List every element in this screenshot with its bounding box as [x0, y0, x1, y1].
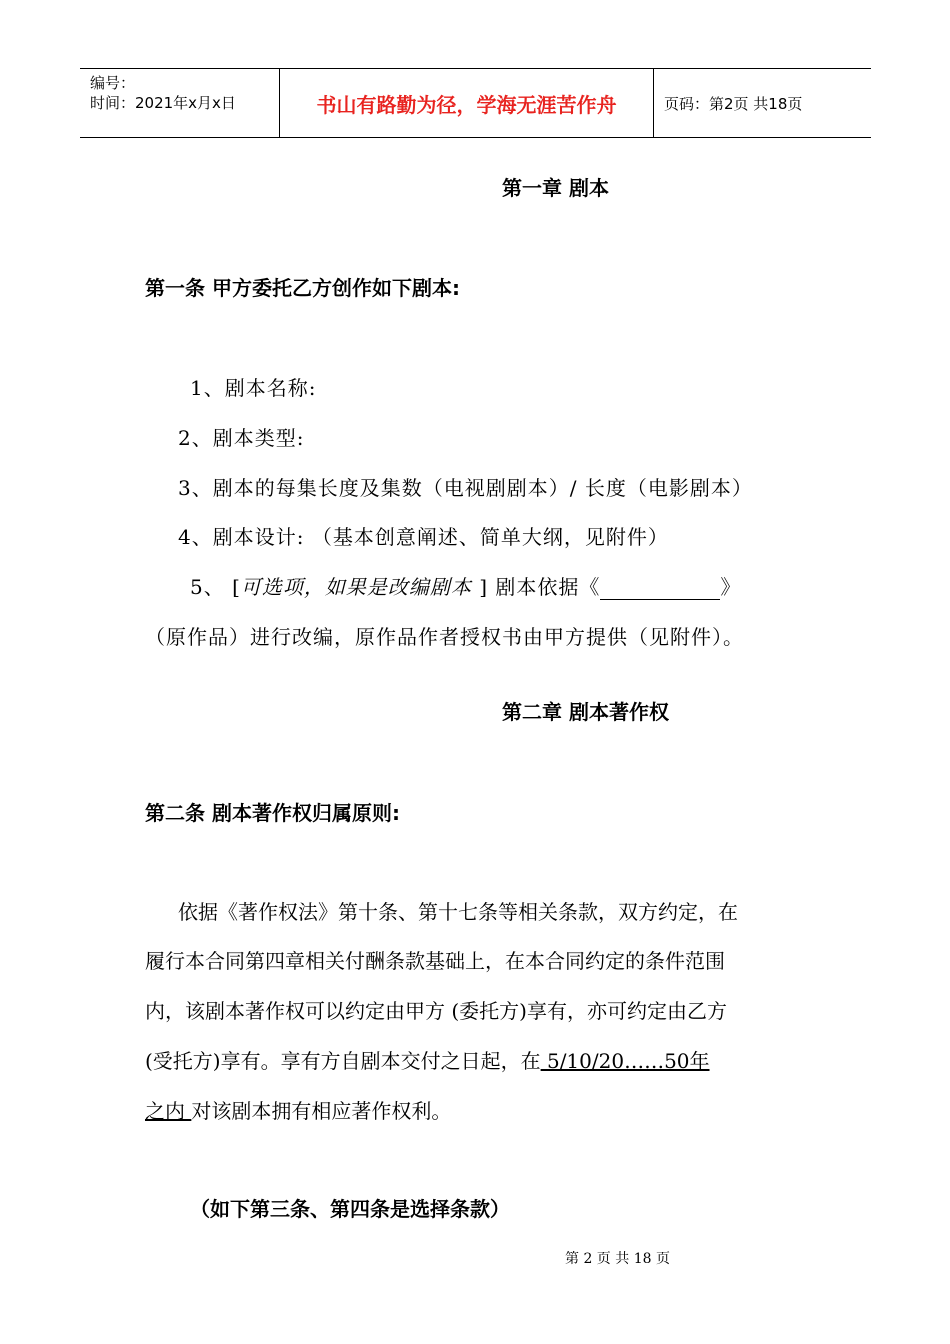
article-2-line-1: 依据《著作权法》第十条、第十七条等相关条款，双方约定，在 [178, 900, 738, 924]
page-header [80, 68, 871, 138]
chapter-1-title: 第一章 剧本 [502, 176, 609, 200]
item-5-end: 》 [720, 575, 742, 599]
article-2-line-4 [145, 1045, 710, 1074]
article-1-item-3: 3、剧本的每集长度及集数（电视剧剧本）/ 长度（电影剧本） [178, 476, 753, 500]
article-1-title: 第一条 甲方委托乙方创作如下剧本: [145, 276, 460, 300]
original-work-blank [600, 579, 720, 600]
header-page-info: 页码：第2页 共18页 [664, 94, 803, 113]
article-2-line-2: 履行本合同第四章相关付酬条款基础上，在本合同约定的条件范围 [145, 949, 725, 973]
article-1-item-5-continued: （原作品）进行改编，原作品作者授权书由甲方提供（见附件）。 [145, 625, 744, 649]
item-5-optional-note: 可选项，如果是改编剧本 [240, 575, 472, 599]
header-time: 时间：2021年x月x日 [90, 94, 236, 112]
article-2-line-5 [145, 1095, 451, 1124]
copyright-term-b: 之内 [145, 1099, 192, 1123]
header-number: 编号： [90, 74, 136, 92]
article-1-item-5 [190, 571, 741, 600]
article-2-line-3: 内，该剧本著作权可以约定由甲方 (委托方)享有，亦可约定由乙方 [145, 999, 727, 1023]
copyright-term-a: 5/10/20……50年 [540, 1049, 710, 1073]
article-2-title: 第二条 剧本著作权归属原则: [145, 801, 400, 825]
item-5-mid: ] 剧本依据《 [471, 575, 601, 599]
chapter-2-title: 第二章 剧本著作权 [502, 700, 669, 724]
line-4-text: (受托方)享有。享有方自剧本交付之日起，在 [145, 1049, 541, 1073]
article-1-item-1: 1、剧本名称: [190, 376, 317, 400]
header-motto: 书山有路勤为径，学海无涯苦作舟 [280, 69, 654, 137]
item-5-prefix: 5、 [ [190, 575, 241, 599]
article-1-item-2: 2、剧本类型: [178, 426, 305, 450]
optional-clause-note: （如下第三条、第四条是选择条款） [190, 1197, 510, 1221]
line-5-tail: 对该剧本拥有相应著作权利。 [191, 1099, 452, 1123]
page-footer: 第 2 页 共 18 页 [565, 1251, 670, 1267]
header-meta [80, 69, 280, 137]
article-1-item-4: 4、剧本设计: （基本创意阐述、简单大纲，见附件） [178, 525, 669, 549]
